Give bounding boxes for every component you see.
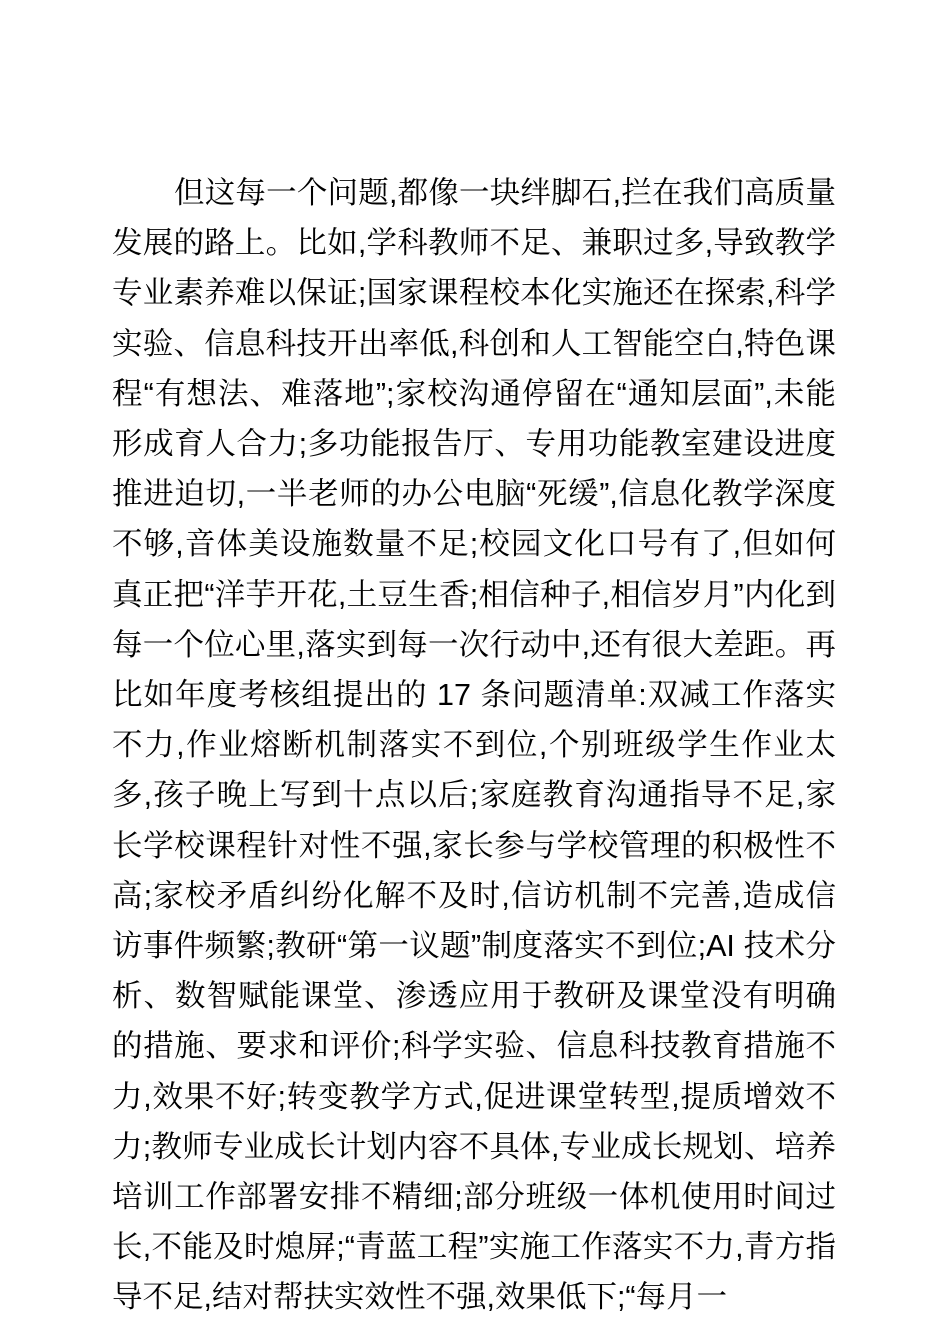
- body-paragraph: 但这每一个问题,都像一块绊脚石,拦在我们高质量发展的路上。比如,学科教师不足、兼职过多,导致教学专业素养难以保证;国家课程校本化实施还在探索,科学实验、信息科技开出率低,科创和人工智能空白,特色课程“有想法、难落地”;家校沟通停留在“通知层面”,未能形成育人合力;多功能报告厅、专用功能教室建设进度推进迫切,一半老师的办公电脑“死缓”,信息化教学深度不够,音体美设施数量不足;校园文化口号有了,但如何真正把“洋芋开花,土豆生香;相信种子,相信岁月”内化到每一个位心里,落实到每一次行动中,还有很大差距。再比如年度考核组提出的 17 条问题清单:双减工作落实不力,作业熔断机制落实不到位,个别班级学生作业太多,孩子晚上写到十点以后;家庭教育沟通指导不足,家长学校课程针对性不强,家长参与学校管理的积极性不高;家校矛盾纠纷化解不及时,信访机制不完善,造成信访事件频繁;教研“第一议题”制度落实不到位;AI 技术分析、数智赋能课堂、渗透应用于教研及课堂没有明确的措施、要求和评价;科学实验、信息科技教育措施不力,效果不好;转变教学方式,促进课堂转型,提质增效不力;教师专业成长计划内容不具体,专业成长规划、培养培训工作部署安排不精细;部分班级一体机使用时间过长,不能及时熄屏;“青蓝工程”实施工作落实不力,青方指导不足,结对帮扶实效性不强,效果低下;“每月一: [112, 176, 836, 1315]
- page-body-text-block: [112, 168, 836, 1323]
